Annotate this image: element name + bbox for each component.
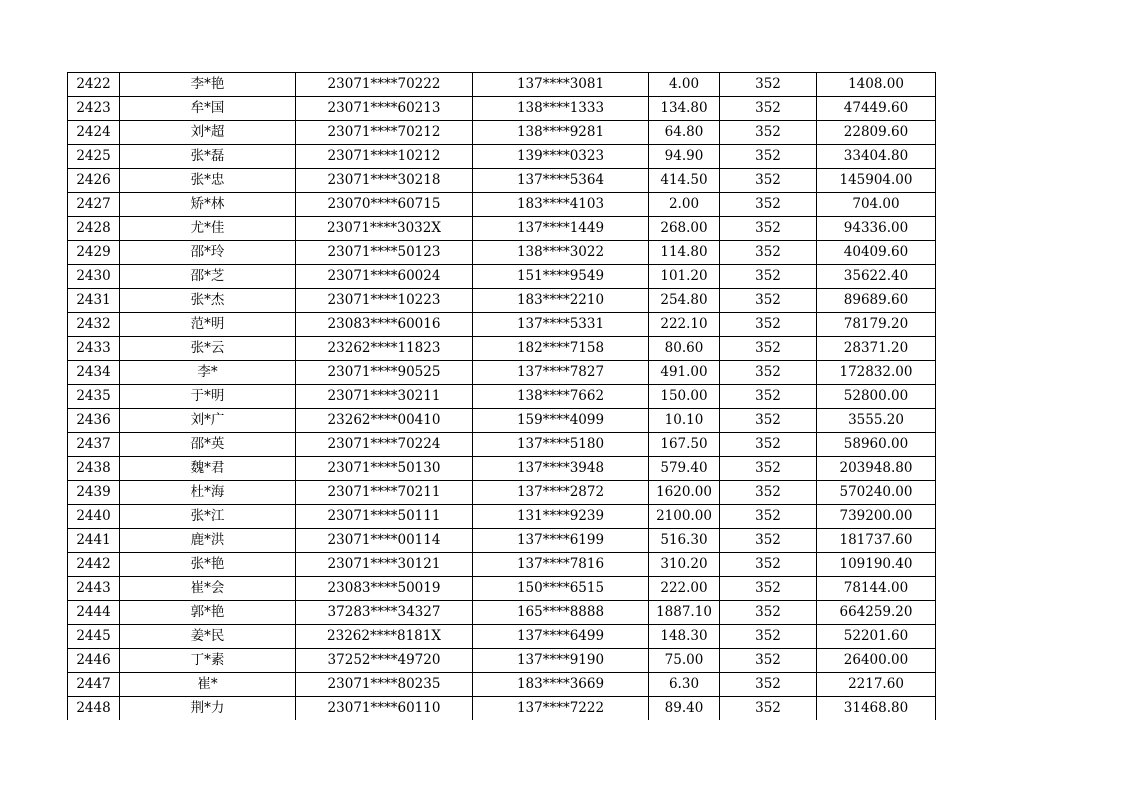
phone-cell: 138****9281 — [473, 121, 649, 145]
row-number-cell: 2442 — [68, 553, 120, 577]
table-row — [68, 433, 936, 457]
name-cell: 邵*英 — [120, 433, 296, 457]
row-number-cell: 2425 — [68, 145, 120, 169]
phone-cell: 137****9190 — [473, 649, 649, 673]
name-cell: 崔* — [120, 673, 296, 697]
phone-cell: 165****8888 — [473, 601, 649, 625]
name-cell: 魏*君 — [120, 457, 296, 481]
amount-cell: 704.00 — [817, 193, 936, 217]
unit-price-cell: 352 — [720, 385, 817, 409]
name-cell: 范*明 — [120, 313, 296, 337]
phone-cell: 137****7816 — [473, 553, 649, 577]
table-row — [68, 169, 936, 193]
table-row — [68, 409, 936, 433]
phone-cell: 137****7222 — [473, 697, 649, 721]
row-number-cell: 2441 — [68, 529, 120, 553]
phone-cell: 183****2210 — [473, 289, 649, 313]
unit-price-cell: 352 — [720, 481, 817, 505]
table-row — [68, 697, 936, 721]
unit-price-cell: 352 — [720, 121, 817, 145]
id-number-cell: 23071****30121 — [296, 553, 473, 577]
name-cell: 崔*会 — [120, 577, 296, 601]
id-number-cell: 23071****60110 — [296, 697, 473, 721]
unit-price-cell: 352 — [720, 169, 817, 193]
quantity-cell: 148.30 — [649, 625, 720, 649]
name-cell: 尤*佳 — [120, 217, 296, 241]
amount-cell: 78144.00 — [817, 577, 936, 601]
quantity-cell: 414.50 — [649, 169, 720, 193]
quantity-cell: 101.20 — [649, 265, 720, 289]
amount-cell: 3555.20 — [817, 409, 936, 433]
unit-price-cell: 352 — [720, 313, 817, 337]
id-number-cell: 23071****80235 — [296, 673, 473, 697]
phone-cell: 137****6499 — [473, 625, 649, 649]
quantity-cell: 167.50 — [649, 433, 720, 457]
table-row — [68, 481, 936, 505]
quantity-cell: 222.10 — [649, 313, 720, 337]
unit-price-cell: 352 — [720, 73, 817, 97]
quantity-cell: 89.40 — [649, 697, 720, 721]
unit-price-cell: 352 — [720, 433, 817, 457]
id-number-cell: 23071****30218 — [296, 169, 473, 193]
quantity-cell: 1887.10 — [649, 601, 720, 625]
row-number-cell: 2438 — [68, 457, 120, 481]
quantity-cell: 80.60 — [649, 337, 720, 361]
table-row — [68, 553, 936, 577]
id-number-cell: 23071****10212 — [296, 145, 473, 169]
phone-cell: 131****9239 — [473, 505, 649, 529]
amount-cell: 1408.00 — [817, 73, 936, 97]
amount-cell: 570240.00 — [817, 481, 936, 505]
phone-cell: 137****1449 — [473, 217, 649, 241]
phone-cell: 138****3022 — [473, 241, 649, 265]
table-row — [68, 649, 936, 673]
unit-price-cell: 352 — [720, 217, 817, 241]
id-number-cell: 23083****60016 — [296, 313, 473, 337]
id-number-cell: 23083****50019 — [296, 577, 473, 601]
amount-cell: 52800.00 — [817, 385, 936, 409]
unit-price-cell: 352 — [720, 409, 817, 433]
row-number-cell: 2437 — [68, 433, 120, 457]
amount-cell: 35622.40 — [817, 265, 936, 289]
amount-cell: 2217.60 — [817, 673, 936, 697]
quantity-cell: 94.90 — [649, 145, 720, 169]
quantity-cell: 75.00 — [649, 649, 720, 673]
quantity-cell: 1620.00 — [649, 481, 720, 505]
phone-cell: 137****3081 — [473, 73, 649, 97]
unit-price-cell: 352 — [720, 553, 817, 577]
table-row — [68, 673, 936, 697]
name-cell: 张*江 — [120, 505, 296, 529]
phone-cell: 138****1333 — [473, 97, 649, 121]
amount-cell: 52201.60 — [817, 625, 936, 649]
amount-cell: 664259.20 — [817, 601, 936, 625]
phone-cell: 159****4099 — [473, 409, 649, 433]
quantity-cell: 579.40 — [649, 457, 720, 481]
name-cell: 邵*芝 — [120, 265, 296, 289]
amount-cell: 28371.20 — [817, 337, 936, 361]
name-cell: 李*艳 — [120, 73, 296, 97]
row-number-cell: 2445 — [68, 625, 120, 649]
table-row — [68, 73, 936, 97]
id-number-cell: 23262****8181X — [296, 625, 473, 649]
quantity-cell: 10.10 — [649, 409, 720, 433]
name-cell: 刘*广 — [120, 409, 296, 433]
quantity-cell: 254.80 — [649, 289, 720, 313]
id-number-cell: 23071****50111 — [296, 505, 473, 529]
table-row — [68, 361, 936, 385]
data-table — [67, 72, 936, 720]
quantity-cell: 134.80 — [649, 97, 720, 121]
row-number-cell: 2439 — [68, 481, 120, 505]
unit-price-cell: 352 — [720, 673, 817, 697]
name-cell: 姜*民 — [120, 625, 296, 649]
id-number-cell: 23071****60213 — [296, 97, 473, 121]
id-number-cell: 23262****11823 — [296, 337, 473, 361]
quantity-cell: 516.30 — [649, 529, 720, 553]
row-number-cell: 2435 — [68, 385, 120, 409]
table-row — [68, 121, 936, 145]
id-number-cell: 23071****70222 — [296, 73, 473, 97]
name-cell: 丁*素 — [120, 649, 296, 673]
row-number-cell: 2429 — [68, 241, 120, 265]
quantity-cell: 268.00 — [649, 217, 720, 241]
phone-cell: 182****7158 — [473, 337, 649, 361]
id-number-cell: 23262****00410 — [296, 409, 473, 433]
row-number-cell: 2426 — [68, 169, 120, 193]
row-number-cell: 2443 — [68, 577, 120, 601]
quantity-cell: 6.30 — [649, 673, 720, 697]
table-row — [68, 385, 936, 409]
id-number-cell: 23071****90525 — [296, 361, 473, 385]
amount-cell: 739200.00 — [817, 505, 936, 529]
amount-cell: 89689.60 — [817, 289, 936, 313]
amount-cell: 58960.00 — [817, 433, 936, 457]
name-cell: 矫*林 — [120, 193, 296, 217]
id-number-cell: 37252****49720 — [296, 649, 473, 673]
phone-cell: 137****7827 — [473, 361, 649, 385]
name-cell: 张*云 — [120, 337, 296, 361]
unit-price-cell: 352 — [720, 361, 817, 385]
row-number-cell: 2436 — [68, 409, 120, 433]
quantity-cell: 2.00 — [649, 193, 720, 217]
phone-cell: 137****6199 — [473, 529, 649, 553]
row-number-cell: 2444 — [68, 601, 120, 625]
quantity-cell: 150.00 — [649, 385, 720, 409]
name-cell: 于*明 — [120, 385, 296, 409]
id-number-cell: 23071****70212 — [296, 121, 473, 145]
table-row — [68, 289, 936, 313]
row-number-cell: 2422 — [68, 73, 120, 97]
id-number-cell: 23071****10223 — [296, 289, 473, 313]
row-number-cell: 2448 — [68, 697, 120, 721]
amount-cell: 22809.60 — [817, 121, 936, 145]
id-number-cell: 23071****50130 — [296, 457, 473, 481]
row-number-cell: 2428 — [68, 217, 120, 241]
name-cell: 邵*玲 — [120, 241, 296, 265]
name-cell: 荆*力 — [120, 697, 296, 721]
quantity-cell: 4.00 — [649, 73, 720, 97]
phone-cell: 137****5364 — [473, 169, 649, 193]
phone-cell: 137****5180 — [473, 433, 649, 457]
unit-price-cell: 352 — [720, 337, 817, 361]
table-row — [68, 97, 936, 121]
amount-cell: 145904.00 — [817, 169, 936, 193]
amount-cell: 31468.80 — [817, 697, 936, 721]
amount-cell: 40409.60 — [817, 241, 936, 265]
phone-cell: 137****5331 — [473, 313, 649, 337]
id-number-cell: 23070****60715 — [296, 193, 473, 217]
name-cell: 张*杰 — [120, 289, 296, 313]
unit-price-cell: 352 — [720, 529, 817, 553]
table-row — [68, 241, 936, 265]
table-row — [68, 577, 936, 601]
table-row — [68, 193, 936, 217]
table-row — [68, 145, 936, 169]
id-number-cell: 23071****60024 — [296, 265, 473, 289]
row-number-cell: 2424 — [68, 121, 120, 145]
row-number-cell: 2446 — [68, 649, 120, 673]
name-cell: 杜*海 — [120, 481, 296, 505]
phone-cell: 139****0323 — [473, 145, 649, 169]
name-cell: 刘*超 — [120, 121, 296, 145]
amount-cell: 47449.60 — [817, 97, 936, 121]
table-row — [68, 601, 936, 625]
table-row — [68, 529, 936, 553]
unit-price-cell: 352 — [720, 289, 817, 313]
id-number-cell: 23071****70224 — [296, 433, 473, 457]
unit-price-cell: 352 — [720, 265, 817, 289]
row-number-cell: 2433 — [68, 337, 120, 361]
name-cell: 张*艳 — [120, 553, 296, 577]
unit-price-cell: 352 — [720, 193, 817, 217]
row-number-cell: 2430 — [68, 265, 120, 289]
unit-price-cell: 352 — [720, 601, 817, 625]
quantity-cell: 2100.00 — [649, 505, 720, 529]
name-cell: 郭*艳 — [120, 601, 296, 625]
id-number-cell: 37283****34327 — [296, 601, 473, 625]
row-number-cell: 2431 — [68, 289, 120, 313]
phone-cell: 151****9549 — [473, 265, 649, 289]
quantity-cell: 114.80 — [649, 241, 720, 265]
name-cell: 李* — [120, 361, 296, 385]
row-number-cell: 2447 — [68, 673, 120, 697]
name-cell: 张*磊 — [120, 145, 296, 169]
unit-price-cell: 352 — [720, 649, 817, 673]
unit-price-cell: 352 — [720, 241, 817, 265]
amount-cell: 94336.00 — [817, 217, 936, 241]
quantity-cell: 222.00 — [649, 577, 720, 601]
unit-price-cell: 352 — [720, 97, 817, 121]
table-row — [68, 337, 936, 361]
amount-cell: 26400.00 — [817, 649, 936, 673]
table-row — [68, 217, 936, 241]
id-number-cell: 23071****70211 — [296, 481, 473, 505]
amount-cell: 181737.60 — [817, 529, 936, 553]
phone-cell: 150****6515 — [473, 577, 649, 601]
id-number-cell: 23071****00114 — [296, 529, 473, 553]
amount-cell: 78179.20 — [817, 313, 936, 337]
table-body — [68, 73, 936, 721]
unit-price-cell: 352 — [720, 505, 817, 529]
id-number-cell: 23071****30211 — [296, 385, 473, 409]
table-row — [68, 313, 936, 337]
name-cell: 鹿*洪 — [120, 529, 296, 553]
id-number-cell: 23071****3032X — [296, 217, 473, 241]
phone-cell: 183****3669 — [473, 673, 649, 697]
id-number-cell: 23071****50123 — [296, 241, 473, 265]
table-row — [68, 505, 936, 529]
table-row — [68, 457, 936, 481]
phone-cell: 137****3948 — [473, 457, 649, 481]
unit-price-cell: 352 — [720, 697, 817, 721]
amount-cell: 109190.40 — [817, 553, 936, 577]
quantity-cell: 64.80 — [649, 121, 720, 145]
amount-cell: 203948.80 — [817, 457, 936, 481]
row-number-cell: 2423 — [68, 97, 120, 121]
quantity-cell: 491.00 — [649, 361, 720, 385]
amount-cell: 172832.00 — [817, 361, 936, 385]
table-row — [68, 625, 936, 649]
unit-price-cell: 352 — [720, 457, 817, 481]
name-cell: 牟*国 — [120, 97, 296, 121]
quantity-cell: 310.20 — [649, 553, 720, 577]
table-row — [68, 265, 936, 289]
row-number-cell: 2434 — [68, 361, 120, 385]
row-number-cell: 2432 — [68, 313, 120, 337]
name-cell: 张*忠 — [120, 169, 296, 193]
unit-price-cell: 352 — [720, 145, 817, 169]
phone-cell: 138****7662 — [473, 385, 649, 409]
row-number-cell: 2440 — [68, 505, 120, 529]
phone-cell: 137****2872 — [473, 481, 649, 505]
amount-cell: 33404.80 — [817, 145, 936, 169]
phone-cell: 183****4103 — [473, 193, 649, 217]
unit-price-cell: 352 — [720, 577, 817, 601]
unit-price-cell: 352 — [720, 625, 817, 649]
row-number-cell: 2427 — [68, 193, 120, 217]
